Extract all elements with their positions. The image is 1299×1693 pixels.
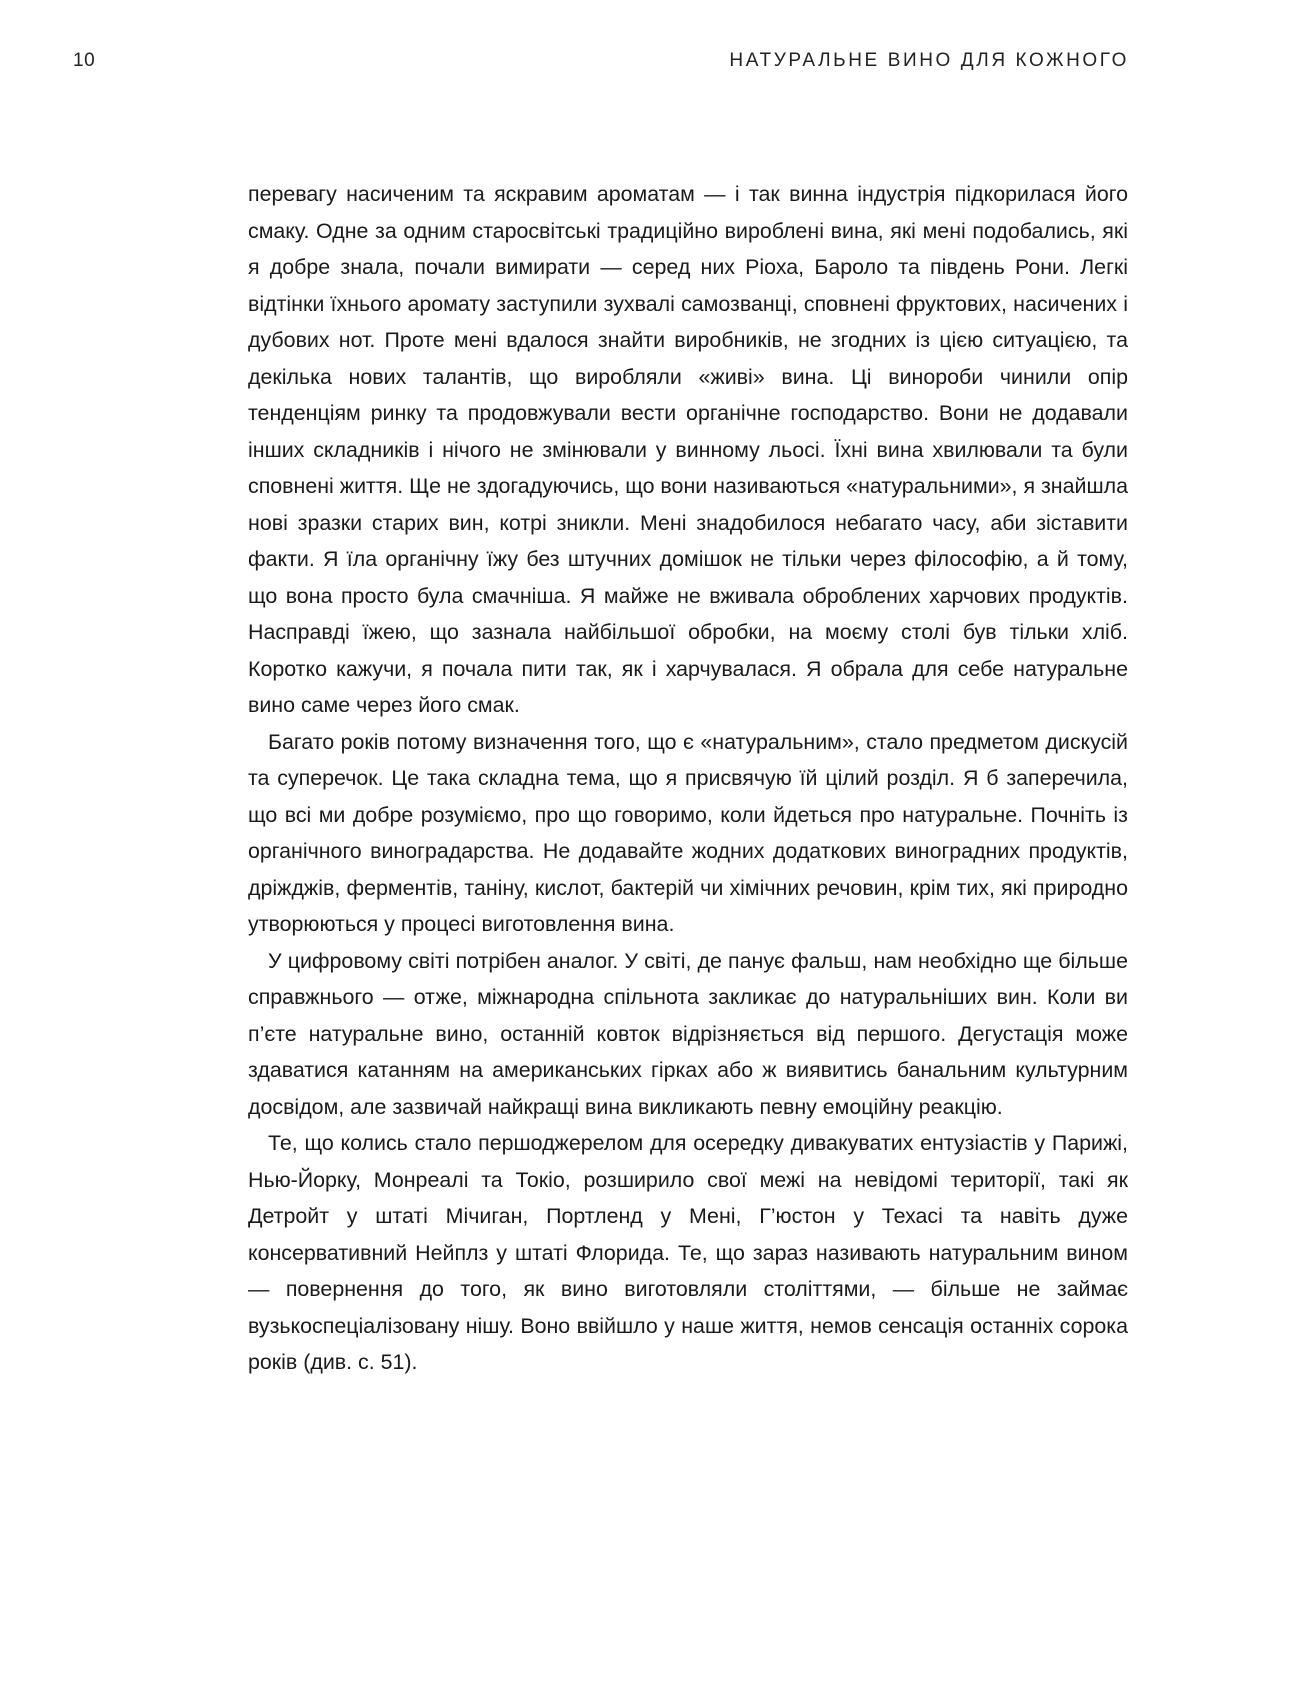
paragraph-4: Те, що колись стало першоджерелом для осередку дивакуватих ентузіастів у Парижі, Нью-Йорку, Монреалі та Токіо, розширило свої межі на невідомі території, такі як Детройт у штаті Мічиган, Портленд у Мені, Г’юстон у Техасі та навіть дуже консервативний Нейплз у штаті Флорида. Те, що зараз називають натуральним вином — повернення до того, як вино виготовляли століттями, — більше не займає вузькоспеціалізовану нішу. Воно ввійшло у наше життя, немов сенсація останніх сорока років (див. с. 51). <box>248 1131 1128 1374</box>
paragraph-1: перевагу насиченим та яскравим ароматам — і так винна індустрія підкорилася його смаку. Одне за одним старосвітські традиційно вироблені вина, які мені подобались, які я добре знала, почали вимирати — серед них Ріоха, Бароло та південь Рони. Легкі відтінки їхнього аромату заступили зухвалі самозванці, сповнені фруктових, насичених і дубових нот. Проте мені вдалося знайти виробників, не згодних із цією ситуацією, та декілька нових талантів, що виробляли «живі» вина. Ці винороби чинили опір тенденціям ринку та продовжували вести органічне господарство. Вони не додавали інших складників і нічого не змінювали у винному льосі. Їхні вина хвилювали та були сповнені життя. Ще не здогадуючись, що вони називаються «натуральними», я знайшла нові зразки старих вин, котрі зникли. Мені знадобилося небагато часу, аби зіставити факти. Я їла органічну їжу без штучних домішок не тільки через філософію, а й тому, що вона просто була смачніша. Я майже не вживала оброблених харчових продуктів. Насправді їжею, що зазнала найбільшої обробки, на моєму столі був тільки хліб. Коротко кажучи, я почала пити так, як і харчувалася. Я обрала для себе натуральне вино саме через його смак. <box>248 182 1128 717</box>
running-header-title: НАТУРАЛЬНЕ ВИНО ДЛЯ КОЖНОГО <box>729 50 1129 71</box>
paragraph-3: У цифровому світі потрібен аналог. У світі, де панує фальш, нам необхідно ще більше справжнього — отже, міжнародна спільнота закликає до натуральніших вин. Коли ви п’єте натуральне вино, останній ковток відрізняється від першого. Дегустація може здаватися катанням на американських гірках або ж виявитись банальним культурним досвідом, але зазвичай найкращі вина викликають певну емоційну реакцію. <box>248 948 1128 1119</box>
page-number: 10 <box>73 50 96 71</box>
paragraph-2: Багато років потому визначення того, що є «натуральним», стало предметом дискусій та суперечок. Це така складна тема, що я присвячую їй цілий розділ. Я б заперечила, що всі ми добре розуміємо, про що говоримо, коли йдеться про натуральне. Почніть із органічного виноградарства. Не додавайте жодних додаткових виноградних продуктів, дріжджів, ферментів, таніну, кислот, бактерій чи хімічних речовин, крім тих, які природно утворюються у процесі виготовлення вина. <box>248 729 1128 936</box>
body-text <box>248 176 1128 1381</box>
